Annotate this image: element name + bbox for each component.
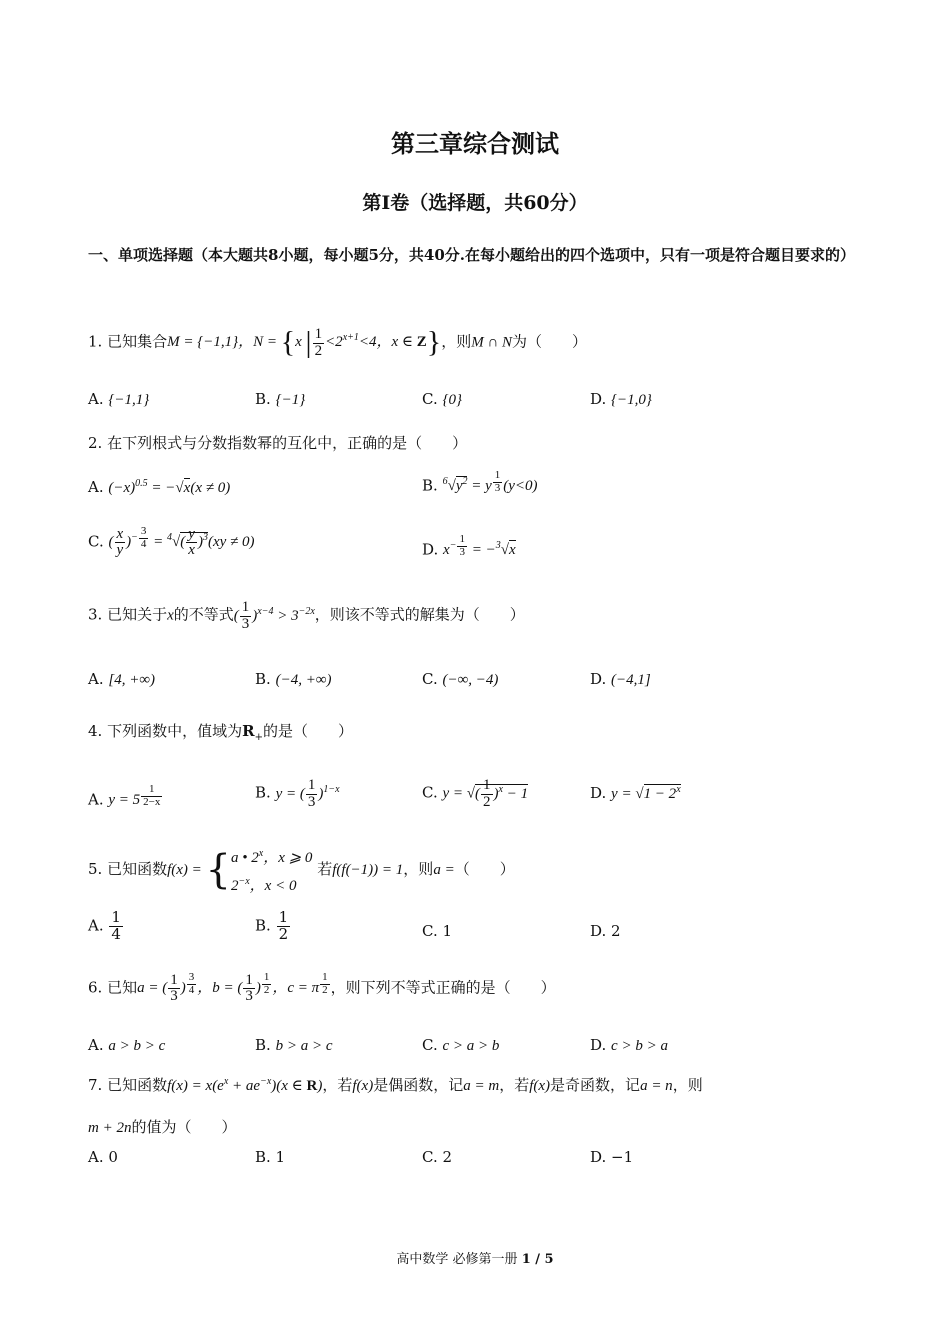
q3-option-a[interactable]: A. [4, +∞) [88,670,156,688]
q1-stem-suffix: ，则 [441,332,472,351]
q2-option-d[interactable]: D. $x^{- \frac{1}{3}}$ = −$^3$√x [422,533,516,559]
question-1 [88,326,587,360]
q7-option-a[interactable]: A. 0 [88,1148,118,1166]
question-3: 3. 已知关于x的不等式( $\frac{1}{3}$ )$^{x-4} > 3^{-2x}$，则该不等式的解集为（ ） [88,599,525,632]
q6-option-d[interactable]: D. c > b > a [590,1036,668,1054]
q5-option-d[interactable]: D. 2 [590,922,621,940]
q4-option-c[interactable]: C. y = √( $\frac{1}{2}$ )$^x$ − 1 [422,777,529,810]
page-title: 第三章综合测试 [391,129,559,158]
q1-option-c[interactable]: C. {0} [422,390,462,408]
q2-option-b[interactable]: B. $^6√y^2 = y$ $^{\frac{1}{3}}$ (y<0) [422,469,538,495]
q7-option-d[interactable]: D. −1 [590,1148,634,1166]
q1-formula: M = {−1,1}，N = {x | $\frac{1}{2}$ $<2^{x+1}<4$，x ∈ Z} [167,325,442,359]
q4-option-d[interactable]: D. $y = √1 - 2^x$ [590,784,681,802]
q1-option-b[interactable]: B. {−1} [255,390,306,408]
question-5: 5. 已知函数f(x) = {a • 2$^x$，x ⩾ 0 $2^{-x}$，x < 0 若f(f(−1)) = 1，则a =（ ） [88,847,515,894]
question-7-line2: m + 2n的值为（ ） [88,1118,237,1136]
q6-option-a[interactable]: A. a > b > c [88,1036,166,1054]
q3-option-b[interactable]: B. (−4, +∞) [255,670,332,688]
q4-option-a[interactable]: A. y = 5 $^{\frac{1}{2-x}}$ [88,783,161,809]
q1-stem-end: 为（ ） [512,332,588,351]
q7-option-c[interactable]: C. 2 [422,1148,453,1166]
footer-text: 高中数学 必修第一册 [396,1252,518,1267]
q5-option-b[interactable]: B. $\frac{1}{2}$ [255,908,289,943]
section-subtitle: 第Ⅰ卷（选择题，共60分） [362,192,588,214]
q1-intersection: M ∩ N [471,334,513,351]
q6-option-b[interactable]: B. b > a > c [255,1036,333,1054]
q1-stem-prefix: 1. 已知集合 [88,332,168,351]
question-6: 6. 已知a = ( $\frac{1}{3}$ ) $^{\frac{3}{4}}$ ，b = ( $\frac{1}{3}$ ) $^{\frac{1}{2}}$ ，c = π $^{\frac{1}{2}}$ ，则下列不等式正确的是（ ） [88,971,556,1005]
question-2: 2. 在下列根式与分数指数幂的互化中，正确的是（ ） [88,434,468,452]
q1-option-d[interactable]: D. {−1,0} [590,390,652,408]
q3-option-d[interactable]: D. (−4,1] [590,670,651,688]
q3-option-c[interactable]: C. (−∞, −4) [422,670,499,688]
q5-option-c[interactable]: C. 1 [422,922,453,940]
question-4: 4. 下列函数中，值域为$R_+$的是（ ） [88,722,353,743]
q5-option-a[interactable]: A. $\frac{1}{4}$ [88,908,121,943]
section-heading: 一、单项选择题（本大题共8小题，每小题5分，共40分.在每小题给出的四个选项中，只有一项是符合题目要求的） [88,246,855,264]
page-number: 1 / 5 [521,1252,554,1267]
q7-option-b[interactable]: B. 1 [255,1148,286,1166]
question-7: 7. 已知函数$f(x) = x(e^x + ae^{-x})(x$ ∈ R)，若f(x)是偶函数，记a = m，若f(x)是奇函数，记a = n，则 [88,1076,703,1094]
q4-option-b[interactable]: B. y = ( $\frac{1}{3}$ )$^{1-x}$ [255,777,340,810]
q2-option-a[interactable]: A. $(-x)^{0.5} = -√x(x \ne 0)$ [88,478,231,496]
q2-option-c[interactable]: C. ( $\frac{x}{y}$ )$^{- \frac{3}{4}}$ = $^4$√( $\frac{y}{x}$ )$^3$(xy ≠ 0) [88,525,255,559]
q1-option-a[interactable]: A. {−1,1} [88,390,150,408]
page-footer [0,1248,950,1267]
q6-option-c[interactable]: C. c > a > b [422,1036,500,1054]
